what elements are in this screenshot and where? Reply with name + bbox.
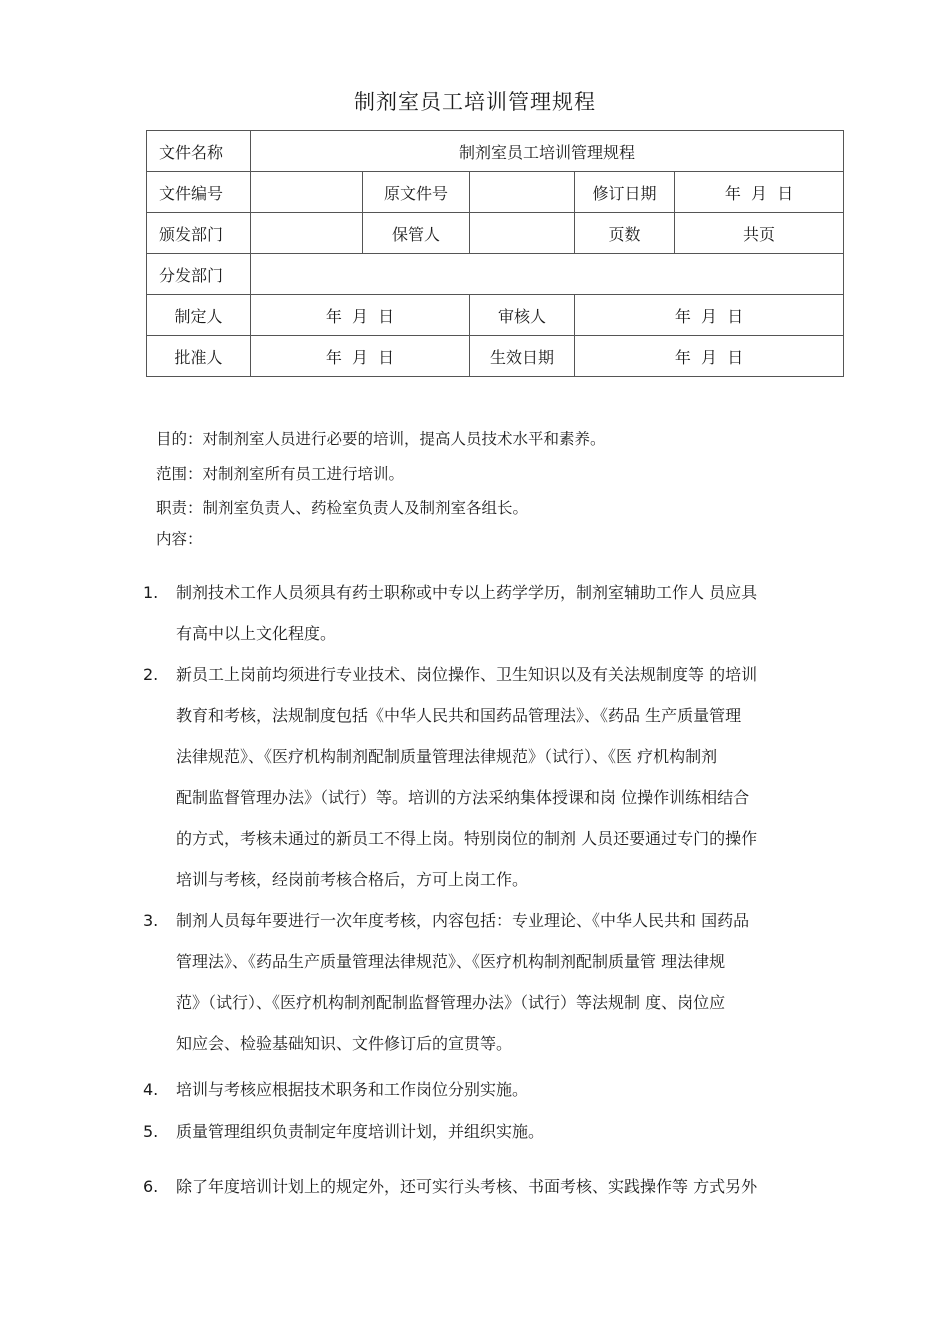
- info-row-approver: [147, 336, 844, 377]
- scope-text: 范围：对制剂室所有员工进行培训。: [156, 465, 405, 483]
- author-label: 制定人: [147, 295, 251, 336]
- revision-date-value: 年 月 日: [675, 172, 844, 213]
- list-item-line: 除了年度培训计划上的规定外，还可实行头考核、书面考核、实践操作等 方式另外: [176, 1177, 758, 1196]
- list-item-line: 法律规范》、《医疗机构制剂配制质量管理法律规范》（试行）、《医 疗机构制剂: [176, 747, 718, 766]
- list-item-number: 3.: [143, 911, 159, 930]
- info-row-distribution-dept: [147, 254, 844, 295]
- info-row-author: [147, 295, 844, 336]
- list-item-line: 有高中以上文化程度。: [176, 624, 337, 643]
- list-item-line: 制剂人员每年要进行一次年度考核，内容包括：专业理论、《中华人民共和 国药品: [176, 911, 750, 930]
- approver-date: 年 月 日: [251, 336, 470, 377]
- reviewer-label: 审核人: [470, 295, 575, 336]
- revision-date-label: 修订日期: [575, 172, 675, 213]
- list-item-line: 配制监督管理办法》（试行）等。培训的方法采纳集体授课和岗 位操作训练相结合: [176, 788, 750, 807]
- effective-date-label: 生效日期: [470, 336, 575, 377]
- original-file-number-label: 原文件号: [363, 172, 470, 213]
- list-item-line: 教育和考核，法规制度包括《中华人民共和国药品管理法》、《药品 生产质量管理: [176, 706, 742, 725]
- page-count-value: 共页: [675, 213, 844, 254]
- list-item-number: 4.: [143, 1080, 159, 1099]
- list-item-line: 范》（试行）、《医疗机构制剂配制监督管理办法》（试行）等法规制 度、岗位应: [176, 993, 726, 1012]
- file-number-label: 文件编号: [147, 172, 251, 213]
- issuing-dept-value: [251, 213, 363, 254]
- list-item-line: 质量管理组织负责制定年度培训计划，并组织实施。: [176, 1122, 545, 1141]
- responsibility-text: 职责：制剂室负责人、药检室负责人及制剂室各组长。: [156, 499, 529, 517]
- distribution-dept-value: [251, 254, 844, 295]
- purpose-text: 目的：对制剂室人员进行必要的培训，提高人员技术水平和素养。: [156, 430, 606, 448]
- file-name-value: 制剂室员工培训管理规程: [251, 131, 844, 172]
- list-item-number: 2.: [143, 665, 159, 684]
- list-item-number: 6.: [143, 1177, 159, 1196]
- page-count-label: 页数: [575, 213, 675, 254]
- info-row-file-number: [147, 172, 844, 213]
- info-row-issuing-dept: [147, 213, 844, 254]
- reviewer-date: 年 月 日: [575, 295, 844, 336]
- file-number-value: [251, 172, 363, 213]
- approver-label: 批准人: [147, 336, 251, 377]
- custodian-label: 保管人: [363, 213, 470, 254]
- content-heading: 内容：: [156, 530, 203, 548]
- author-date: 年 月 日: [251, 295, 470, 336]
- list-item-line: 知应会、检验基础知识、文件修订后的宣贯等。: [176, 1034, 513, 1053]
- list-item-number: 1.: [143, 583, 159, 602]
- custodian-value: [470, 213, 575, 254]
- file-name-label: 文件名称: [147, 131, 251, 172]
- list-item-line: 新员工上岗前均须进行专业技术、岗位操作、卫生知识以及有关法规制度等 的培训: [176, 665, 758, 684]
- issuing-dept-label: 颁发部门: [147, 213, 251, 254]
- distribution-dept-label: 分发部门: [147, 254, 251, 295]
- effective-date-value: 年 月 日: [575, 336, 844, 377]
- list-item-line: 制剂技术工作人员须具有药士职称或中专以上药学学历，制剂室辅助工作人 员应具: [176, 583, 758, 602]
- list-item-line: 培训与考核应根据技术职务和工作岗位分别实施。: [176, 1080, 529, 1099]
- list-item-number: 5.: [143, 1122, 159, 1141]
- list-item-line: 管理法》、《药品生产质量管理法律规范》、《医疗机构制剂配制质量管 理法律规: [176, 952, 726, 971]
- document-info-table: [146, 130, 844, 377]
- list-item-line: 培训与考核，经岗前考核合格后，方可上岗工作。: [176, 870, 529, 889]
- original-file-number-value: [470, 172, 575, 213]
- info-row-file-name: [147, 131, 844, 172]
- document-title: 制剂室员工培训管理规程: [354, 90, 596, 114]
- list-item-line: 的方式，考核未通过的新员工不得上岗。特别岗位的制剂 人员还要通过专门的操作: [176, 829, 758, 848]
